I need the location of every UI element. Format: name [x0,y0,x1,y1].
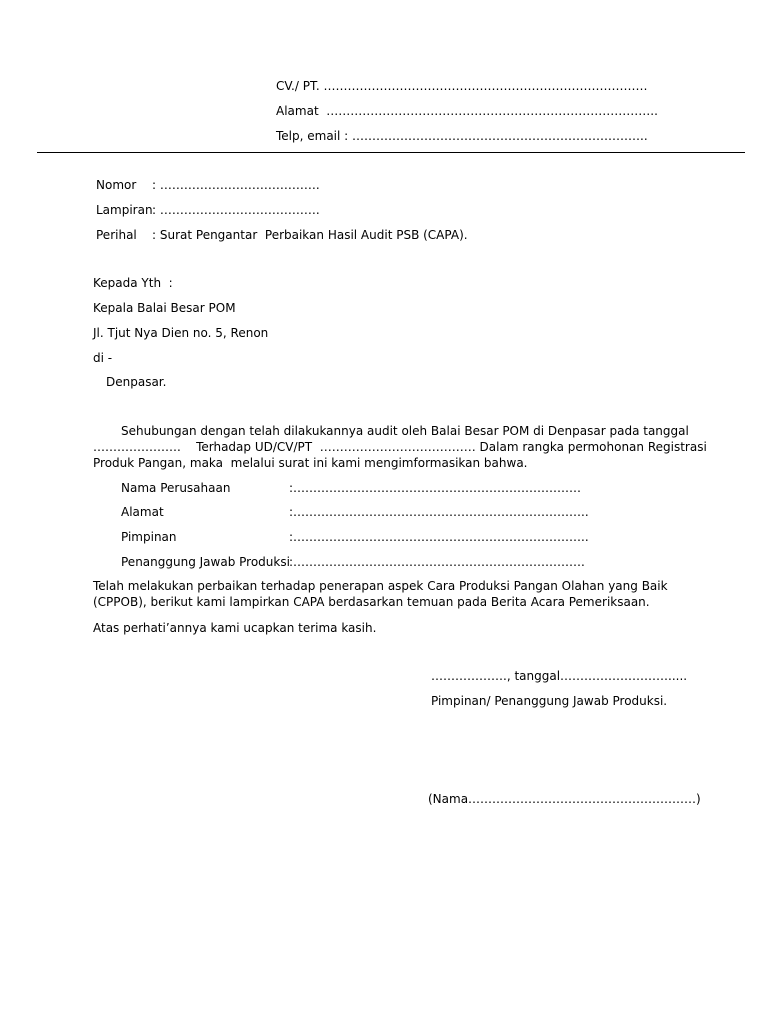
lampiran-label: Lampiran [96,203,153,217]
perihal-value: : Surat Pengantar Perbaikan Hasil Audit PSB (CAPA). [152,228,468,242]
recipient-name: Kepala Balai Besar POM [93,301,236,315]
para2-line-1: Telah melakukan perbaikan terhadap penerapan aspek Cara Produksi Pangan Olahan yang Baik [93,579,668,593]
signature-place-date: ………………., tanggal………………………..... [431,669,688,683]
letterhead-address: Alamat ……………………………………………………………………….. [276,104,658,118]
letterhead-divider [37,152,745,153]
para2-line-2: (CPPOB), berikut kami lampirkan CAPA berdasarkan temuan pada Berita Acara Pemeriksaan. [93,595,650,609]
recipient-street: Jl. Tjut Nya Dien no. 5, Renon [93,326,269,340]
recipient-city: Denpasar. [106,375,167,389]
field-value-production-pic: :………………………………………………………………. [289,555,585,569]
intro-line-2: …………………. Terhadap UD/CV/PT ………………………………… Dalam rangka permohonan Registrasi [93,440,707,454]
perihal-label: Perihal [96,228,137,242]
field-value-address: :……………………………………………………………….. [289,505,589,519]
recipient-di: di - [93,351,113,365]
nomor-label: Nomor [96,178,137,192]
intro-line-3: Produk Pangan, maka melalui surat ini kami mengimformasikan bahwa. [93,456,528,470]
field-label-production-pic: Penanggung Jawab Produksi [121,555,290,569]
closing-line: Atas perhati’annya kami ucapkan terima kasih. [93,621,377,635]
field-label-address: Alamat [121,505,164,519]
recipient-salutation: Kepada Yth : [93,276,173,290]
letterhead-company: CV./ PT. ……………………………………………………………………… [276,79,648,93]
intro-line-1: Sehubungan dengan telah dilakukannya audit oleh Balai Besar POM di Denpasar pada tanggal [121,424,689,438]
signature-role: Pimpinan/ Penanggung Jawab Produksi. [431,694,668,708]
field-value-company: :……………………………………………………………… [289,481,582,495]
field-value-leader: :……………………………………………………………….. [289,530,589,544]
lampiran-value: : …………………………………. [152,203,320,217]
signature-name: (Nama…………………………………………………) [428,792,701,806]
letterhead-contact: Telp, email : ……………………………………………………………….. [276,129,648,143]
field-label-company: Nama Perusahaan [121,481,231,495]
field-label-leader: Pimpinan [121,530,177,544]
nomor-value: : …………………………………. [152,178,320,192]
